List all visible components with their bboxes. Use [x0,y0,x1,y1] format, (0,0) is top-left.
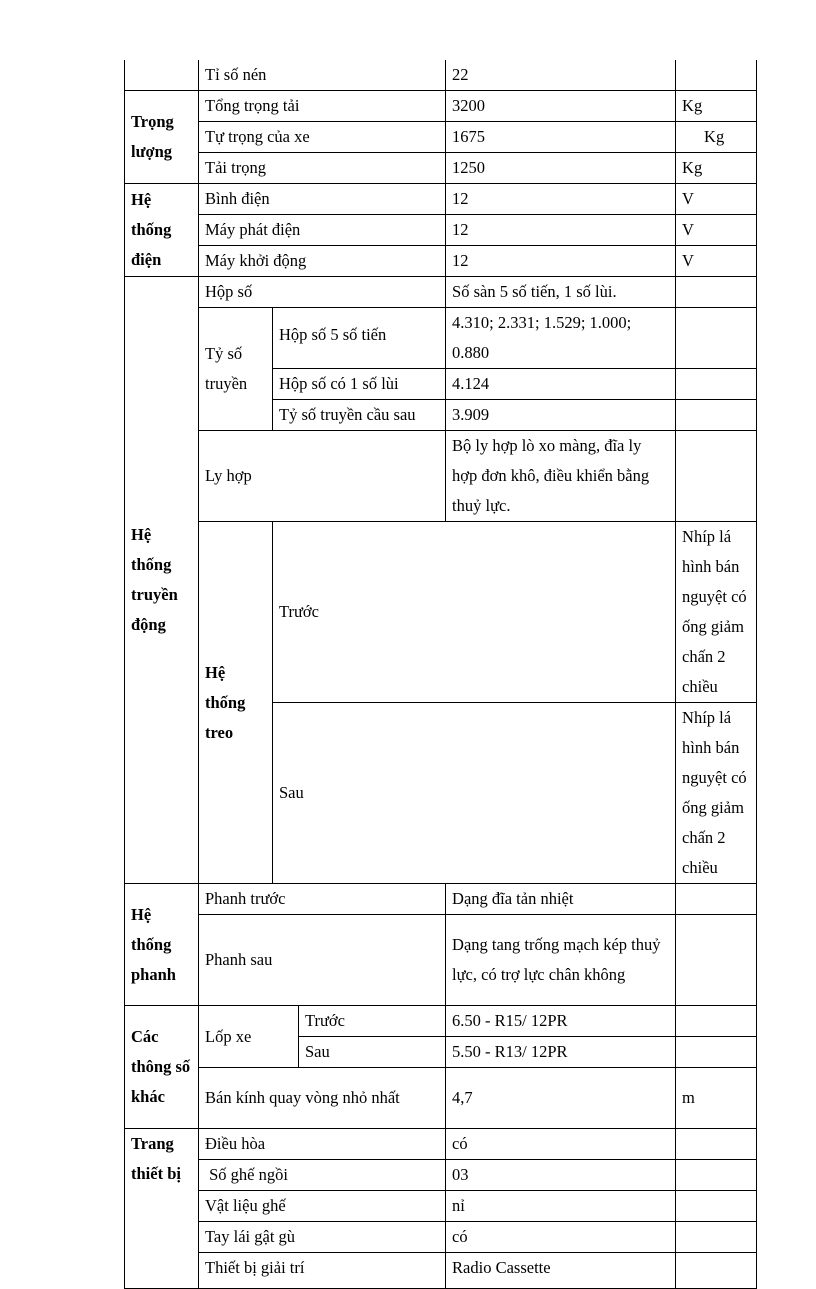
table-row [125,1222,757,1253]
param-unit: m [676,1068,757,1129]
param-value: 4.124 [446,369,676,400]
param-value: 12 [446,215,676,246]
param-label: Máy khởi động [199,246,446,277]
param-unit [676,1160,757,1191]
param-value: Dạng đĩa tản nhiệt [446,884,676,915]
table-row [125,215,757,246]
param-value: 6.50 - R15/ 12PR [446,1006,676,1037]
param-value: có [446,1129,676,1160]
param-unit [676,308,757,369]
table-row [125,60,757,91]
param-value: Nhíp lá hình bán nguyệt có ống giảm chấn 2 chiều [676,703,757,884]
param-unit: V [676,246,757,277]
param-label: Tải trọng [199,153,446,184]
param-unit [676,1129,757,1160]
param-value: 5.50 - R13/ 12PR [446,1037,676,1068]
param-unit: Kg [676,153,757,184]
param-unit [676,369,757,400]
param-label: Trước [273,522,676,703]
param-label: Số ghế ngồi [199,1160,446,1191]
param-unit: V [676,215,757,246]
table-row [125,246,757,277]
category-drivetrain: Hệ thống truyền động [125,277,199,884]
param-label: Ly hợp [199,431,446,522]
param-value: 1675 [446,122,676,153]
param-unit [676,1191,757,1222]
param-label: Bán kính quay vòng nhỏ nhất [199,1068,446,1129]
category-other: Các thông số khác [125,1006,199,1129]
table-row [125,277,757,308]
param-value: 12 [446,184,676,215]
param-unit: V [676,184,757,215]
param-unit [676,60,757,91]
param-value: Nhíp lá hình bán nguyệt có ống giảm chấn 2 chiều [676,522,757,703]
param-unit [676,1006,757,1037]
param-unit [676,915,757,1006]
category-suspension: Hệ thống treo [199,522,273,884]
category-weight: Trọng lượng [125,91,199,184]
param-label: Thiết bị giải trí [199,1253,446,1289]
param-label: Điều hòa [199,1129,446,1160]
param-label: Tự trọng của xe [199,122,446,153]
param-value: Dạng tang trống mạch kép thuỷ lực, có trợ lực chân không [446,915,676,1006]
param-unit [676,884,757,915]
param-label: Tay lái gật gù [199,1222,446,1253]
table-row [125,1006,757,1037]
param-unit [676,1037,757,1068]
table-row [125,884,757,915]
table-row [125,184,757,215]
table-row [125,1253,757,1289]
param-unit [676,400,757,431]
table-row [125,308,757,369]
param-unit [676,1253,757,1289]
param-label: Hộp số [199,277,446,308]
table-row [125,1068,757,1129]
param-value: 3.909 [446,400,676,431]
param-label: Tỉ số nén [199,60,446,91]
param-unit: Kg [676,122,757,153]
param-value: 03 [446,1160,676,1191]
table-row [125,122,757,153]
param-value: 22 [446,60,676,91]
param-label: Hộp số 5 số tiến [273,308,446,369]
param-value: 1250 [446,153,676,184]
table-row [125,522,757,703]
param-unit [676,431,757,522]
param-label: Sau [299,1037,446,1068]
table-row [125,431,757,522]
param-label: Trước [299,1006,446,1037]
param-unit: Kg [676,91,757,122]
param-label: Bình điện [199,184,446,215]
param-value: nỉ [446,1191,676,1222]
param-value: có [446,1222,676,1253]
tire-group-label: Lốp xe [199,1006,299,1068]
param-value: 12 [446,246,676,277]
category-cell [125,60,199,91]
table-row [125,153,757,184]
table-row [125,91,757,122]
param-value: 4.310; 2.331; 1.529; 1.000; 0.880 [446,308,676,369]
param-value: Bộ ly hợp lò xo màng, đĩa ly hợp đơn khô, điều khiển bằng thuỷ lực. [446,431,676,522]
param-label: Vật liệu ghế [199,1191,446,1222]
table-row [125,1160,757,1191]
param-label: Máy phát điện [199,215,446,246]
table-row [125,1129,757,1160]
category-brakes: Hệ thống phanh [125,884,199,1006]
ratio-group-label: Tỷ số truyền [199,308,273,431]
param-value: 3200 [446,91,676,122]
param-label: Tỷ số truyền cầu sau [273,400,446,431]
table-row [125,1191,757,1222]
param-label: Sau [273,703,676,884]
category-equipment: Trang thiết bị [125,1129,199,1289]
spec-table [124,60,757,1289]
param-label: Tổng trọng tải [199,91,446,122]
param-unit [676,277,757,308]
table-row [125,915,757,1006]
param-value: Số sàn 5 số tiến, 1 số lùi. [446,277,676,308]
param-label: Phanh trước [199,884,446,915]
param-value: 4,7 [446,1068,676,1129]
param-label: Hộp số có 1 số lùi [273,369,446,400]
param-unit [676,1222,757,1253]
category-electrical: Hệ thống điện [125,184,199,277]
param-label: Phanh sau [199,915,446,1006]
param-value: Radio Cassette [446,1253,676,1289]
